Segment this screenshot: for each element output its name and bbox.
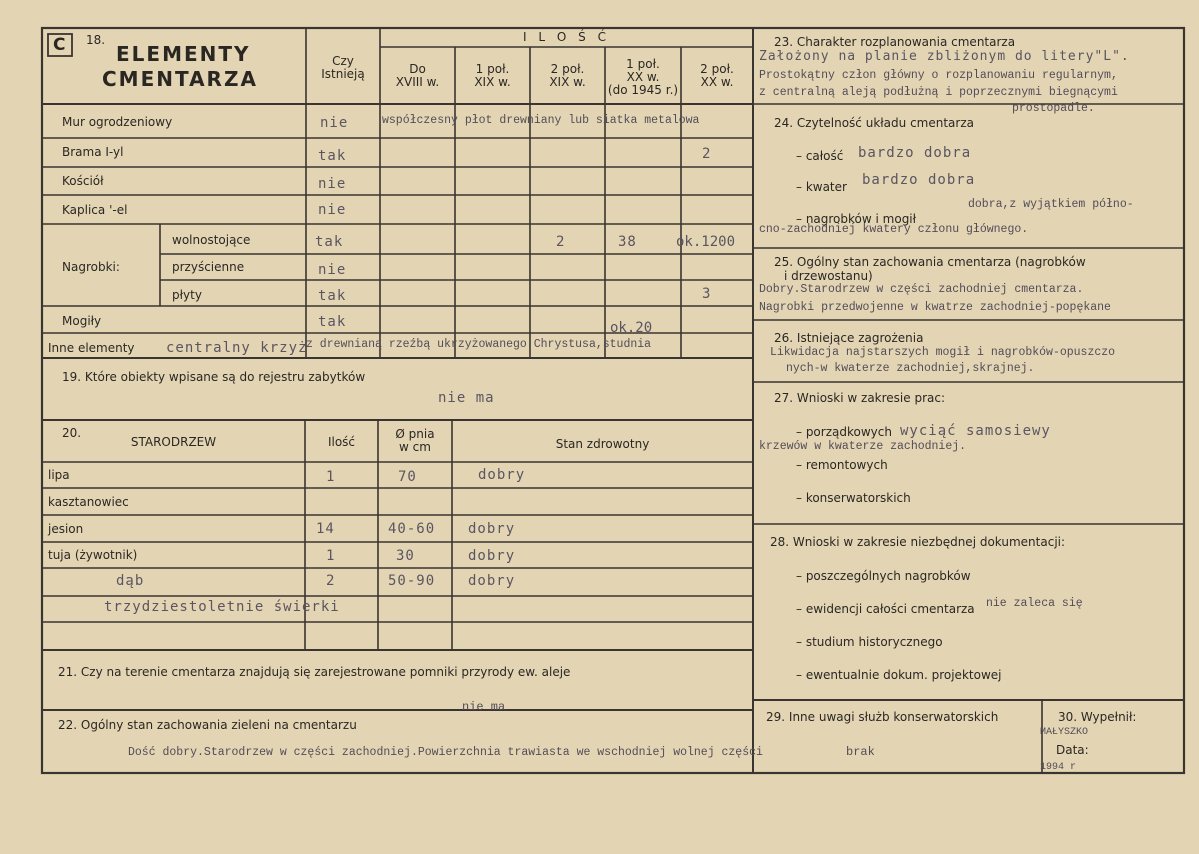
s27-label: 27. Wnioski w zakresie prac: xyxy=(774,391,946,405)
row-exists-kaplica: nie xyxy=(318,202,347,218)
row-c4-wolnostojace: 38 xyxy=(618,234,637,250)
row-exists-plyty: tak xyxy=(318,288,347,304)
s30-date-value: 1994 r xyxy=(1040,762,1077,773)
s27-c-label: – konserwatorskich xyxy=(796,491,911,505)
col-header-xx-2-b: XX w. xyxy=(700,75,734,89)
row-c4-mogily: ok.20 xyxy=(610,320,653,336)
row-label-mur: Mur ogrodzeniowy xyxy=(62,115,173,129)
s20-header-diameter xyxy=(378,428,452,454)
row-label-inne: Inne elementy xyxy=(48,341,135,355)
tree-name-2: jesion xyxy=(48,522,84,536)
s23-line-1: Założony na planie zbliżonym do litery"L". xyxy=(759,49,1130,64)
s23-label: 23. Charakter rozplanowania cmentarza xyxy=(774,35,1016,49)
s28-a: – poszczególnych nagrobków xyxy=(796,569,971,583)
tree-count-2: 14 xyxy=(316,521,335,537)
s24-b-label: – kwater xyxy=(796,180,847,194)
tree-name-3: tuja (żywotnik) xyxy=(48,548,138,562)
s28-b: – ewidencji całości cmentarza xyxy=(796,602,975,616)
col-header-xviii xyxy=(380,63,455,89)
row-label-mogily: Mogiły xyxy=(62,314,102,328)
s23-line-4: prostopadle. xyxy=(1012,102,1095,115)
tree-dia-3: 30 xyxy=(396,548,415,564)
row-exists-mur: nie xyxy=(320,115,349,131)
row-label-kosciol: Kościół xyxy=(62,174,104,188)
s28-d: – ewentualnie dokum. projektowej xyxy=(796,668,1002,682)
tree-name-0: lipa xyxy=(48,468,70,482)
col-header-xx-1 xyxy=(605,58,681,97)
col-header-xviii-a: Do xyxy=(409,62,426,76)
s24-c-label: – nagrobków i mogił xyxy=(796,212,917,226)
s28-label: 28. Wnioski w zakresie niezbędnej dokumentacji: xyxy=(770,535,1066,549)
row-exists-wolnostojace: tak xyxy=(315,234,344,250)
col-header-xix-2 xyxy=(530,63,605,89)
row-note-mur: współczesny płot drewniany lub siatka metalowa xyxy=(382,114,700,127)
col-header-xviii-b: XVIII w. xyxy=(395,75,440,89)
s22-label: 22. Ogólny stan zachowania zieleni na cmentarzu xyxy=(58,718,357,732)
exists-header-2: Istnieją xyxy=(321,67,365,81)
s27-b-label: – remontowych xyxy=(796,458,888,472)
col-header-xx-1-c: (do 1945 r.) xyxy=(607,83,679,97)
s26-label: 26. Istniejące zagrożenia xyxy=(774,331,924,345)
quantity-header: I L O Ś Ć xyxy=(523,30,610,44)
s25-value-2: Nagrobki przedwojenne w kwatrze zachodniej-popękane xyxy=(759,301,1111,314)
s24-c-value-1: dobra,z wyjątkiem półno- xyxy=(968,198,1134,211)
row-c3-wolnostojace: 2 xyxy=(556,234,566,250)
s20-header-diameter-2: w cm xyxy=(399,440,431,454)
s24-b-value: bardzo dobra xyxy=(862,172,976,188)
s20-header-count: Ilość xyxy=(327,435,356,449)
tree-dia-0: 70 xyxy=(398,469,417,485)
col-header-xix-1-a: 1 poł. xyxy=(475,62,510,76)
row-value-inne-1: centralny krzyż xyxy=(166,340,308,356)
s28-c: – studium historycznego xyxy=(796,635,943,649)
s20-header-diameter-1: Ø pnia xyxy=(395,427,435,441)
s30-value: MAŁYSZKO xyxy=(1040,727,1089,738)
tree-name-4: dąb xyxy=(116,573,145,589)
s26-value-1: Likwidacja najstarszych mogił i nagrobków-opuszczo xyxy=(770,346,1116,359)
tree-state-2: dobry xyxy=(468,521,516,537)
row-c5-wolnostojace: ok.1200 xyxy=(676,234,736,250)
s27-a-value-2: krzewów w kwaterze zachodniej. xyxy=(759,440,967,453)
s25-value-1: Dobry.Starodrzew w części zachodniej cmentarza. xyxy=(759,283,1084,296)
s29-value: brak xyxy=(846,745,875,759)
s30-date-label: Data: xyxy=(1056,743,1089,757)
row-c5-plyty: 3 xyxy=(702,286,712,302)
col-header-xx-2-a: 2 poł. xyxy=(700,62,734,76)
tree-state-3: dobry xyxy=(468,548,516,564)
s20-header-state: Stan zdrowotny xyxy=(555,437,650,451)
s27-a-value: wyciąć samosiewy xyxy=(900,423,1051,439)
s25-label-1: 25. Ogólny stan zachowania cmentarza (nagrobków xyxy=(774,255,1086,269)
row-label-brama: Brama I-yl xyxy=(62,145,124,159)
col-header-xix-1 xyxy=(455,63,530,89)
s30-label: 30. Wypełnił: xyxy=(1058,710,1137,724)
title-line-1: ELEMENTY xyxy=(116,42,251,66)
s29-label: 29. Inne uwagi służb konserwatorskich xyxy=(766,710,999,724)
title-line-2: CMENTARZA xyxy=(102,67,258,91)
col-header-xx-1-a: 1 poł. xyxy=(626,57,660,71)
row-exists-przyscienne: nie xyxy=(318,262,347,278)
s24-a-value: bardzo dobra xyxy=(858,145,972,161)
s21-label: 21. Czy na terenie cmentarza znajdują się zarejestrowane pomniki przyrody ew. aleje xyxy=(58,665,571,679)
row-exists-kosciol: nie xyxy=(318,176,347,192)
row-label-wolnostojace: wolnostojące xyxy=(172,233,251,247)
row-label-kaplica: Kaplica '-el xyxy=(62,203,128,217)
s21-value: nie ma xyxy=(462,700,506,714)
s19-value: nie ma xyxy=(438,390,495,406)
s20-header-name: STARODRZEW xyxy=(130,435,217,449)
s23-line-2: Prostokątny człon główny o rozplanowaniu regularnym, xyxy=(759,69,1118,82)
tree-count-3: 1 xyxy=(326,548,336,564)
col-header-xix-2-b: XIX w. xyxy=(549,75,586,89)
tree-state-4: dobry xyxy=(468,573,516,589)
section-number-18: 18. xyxy=(86,33,106,47)
row-c5-brama: 2 xyxy=(702,146,712,162)
section-letter: C xyxy=(53,35,66,55)
tree-dia-2: 40-60 xyxy=(388,521,436,537)
row-value-inne-2: z drewnianą rzeźbą ukrzyżowanego Chrystusa,studnia xyxy=(306,338,652,351)
tree-name-1: kasztanowiec xyxy=(48,495,129,509)
col-header-xix-1-b: XIX w. xyxy=(474,75,511,89)
row-label-przyscienne: przyścienne xyxy=(172,260,245,274)
s20-number: 20. xyxy=(62,426,82,440)
tree-name-5: trzydziestoletnie świerki xyxy=(104,599,340,615)
tree-count-4: 2 xyxy=(326,573,336,589)
row-label-plyty: płyty xyxy=(172,288,202,302)
s27-a-label: – porządkowych xyxy=(796,425,892,439)
s24-a-label: – całość xyxy=(796,149,844,163)
s28-b-value: nie zaleca się xyxy=(986,597,1083,610)
exists-header-1: Czy xyxy=(332,54,354,68)
tree-count-0: 1 xyxy=(326,469,336,485)
s22-value: Dość dobry.Starodrzew w części zachodniej.Powierzchnia trawiasta we wschodniej wolnej części xyxy=(128,746,763,759)
s24-c-value-2: cno-zachodniej kwatery członu głównego. xyxy=(759,223,1029,236)
s23-line-3: z centralną aleją podłużną i poprzecznymi biegnącymi xyxy=(759,86,1118,99)
exists-header xyxy=(306,55,380,81)
row-exists-brama: tak xyxy=(318,148,347,164)
s25-label-2: i drzewostanu) xyxy=(784,269,873,283)
s19-label: 19. Które obiekty wpisane są do rejestru zabytków xyxy=(62,370,366,384)
tree-dia-4: 50-90 xyxy=(388,573,436,589)
tree-state-0: dobry xyxy=(478,467,526,483)
col-header-xix-2-a: 2 poł. xyxy=(550,62,585,76)
col-header-xx-2 xyxy=(681,63,753,89)
s26-value-2: nych-w kwaterze zachodniej,skrajnej. xyxy=(786,362,1035,375)
col-header-xx-1-b: XX w. xyxy=(626,70,660,84)
s24-label: 24. Czytelność układu cmentarza xyxy=(774,116,974,130)
row-exists-mogily: tak xyxy=(318,314,347,330)
nagrobki-label: Nagrobki: xyxy=(62,260,120,274)
